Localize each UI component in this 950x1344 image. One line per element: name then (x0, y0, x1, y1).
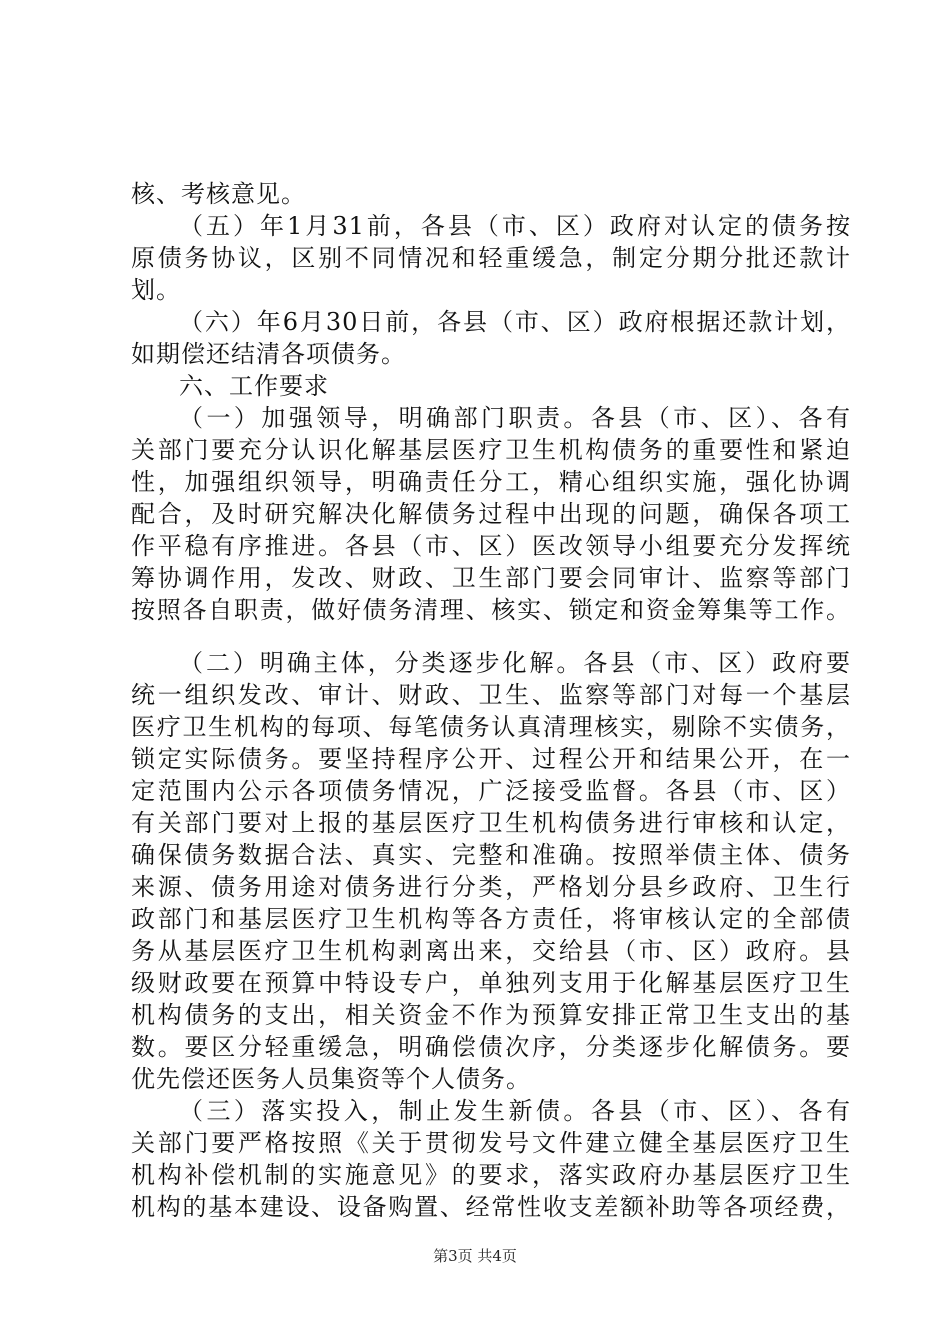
body-line: 机构债务的支出，相关资金不作为预算安排正常卫生支出的基 (131, 1001, 851, 1029)
body-line: 级财政要在预算中特设专户，单独列支用于化解基层医疗卫生 (131, 969, 851, 997)
body-line: 关部门要严格按照《关于贯彻发号文件建立健全基层医疗卫生 (131, 1129, 851, 1157)
body-line: 锁定实际债务。要坚持程序公开、过程公开和结果公开，在一 (131, 745, 851, 773)
body-line: （三）落实投入，制止发生新债。各县（市、区）、各有 (179, 1097, 851, 1125)
body-line: 数。要区分轻重缓急，明确偿债次序，分类逐步化解债务。要 (131, 1033, 851, 1061)
body-line: 机构的基本建设、设备购置、经常性收支差额补助等各项经费， (131, 1193, 851, 1221)
body-line: 关部门要充分认识化解基层医疗卫生机构债务的重要性和紧迫 (131, 436, 851, 464)
body-line: 机构补偿机制的实施意见》的要求，落实政府办基层医疗卫生 (131, 1161, 851, 1189)
body-line: 划。 (131, 276, 181, 304)
body-line: （二）明确主体，分类逐步化解。各县（市、区）政府要 (179, 649, 851, 677)
body-line: 来源、债务用途对债务进行分类，严格划分县乡政府、卫生行 (131, 873, 851, 901)
body-line: 配合，及时研究解决化解债务过程中出现的问题，确保各项工 (131, 500, 851, 528)
body-line: 作平稳有序推进。各县（市、区）医改领导小组要充分发挥统 (131, 532, 851, 560)
body-line: 有关部门要对上报的基层医疗卫生机构债务进行审核和认定， (131, 809, 851, 837)
body-line: （六）年6月30日前，各县（市、区）政府根据还款计划， (179, 308, 851, 336)
body-line: 医疗卫生机构的每项、每笔债务认真清理核实，剔除不实债务， (131, 713, 851, 741)
body-line: 性，加强组织领导，明确责任分工，精心组织实施，强化协调 (131, 468, 851, 496)
body-line: 优先偿还医务人员集资等个人债务。 (131, 1065, 531, 1093)
body-line: 原债务协议，区别不同情况和轻重缓急，制定分期分批还款计 (131, 244, 851, 272)
body-line: 统一组织发改、审计、财政、卫生、监察等部门对每一个基层 (131, 681, 851, 709)
body-line: 筹协调作用，发改、财政、卫生部门要会同审计、监察等部门 (131, 564, 851, 592)
body-line: 政部门和基层医疗卫生机构等各方责任，将审核认定的全部债 (131, 905, 851, 933)
page-number-footer: 第3页 共4页 (433, 1247, 517, 1265)
body-line: 定范围内公示各项债务情况，广泛接受监督。各县（市、区） (131, 777, 851, 805)
body-line: 务从基层医疗卫生机构剥离出来，交给县（市、区）政府。县 (131, 937, 851, 965)
body-line: 确保债务数据合法、真实、完整和准确。按照举债主体、债务 (131, 841, 851, 869)
body-line: （五）年1月31前，各县（市、区）政府对认定的债务按 (179, 212, 851, 240)
section-heading: 六、工作要求 (179, 372, 329, 400)
body-line: 核、考核意见。 (131, 180, 306, 208)
body-line: （一）加强领导，明确部门职责。各县（市、区）、各有 (179, 404, 851, 432)
body-line: 按照各自职责，做好债务清理、核实、锁定和资金筹集等工作。 (131, 596, 851, 624)
body-line: 如期偿还结清各项债务。 (131, 340, 406, 368)
